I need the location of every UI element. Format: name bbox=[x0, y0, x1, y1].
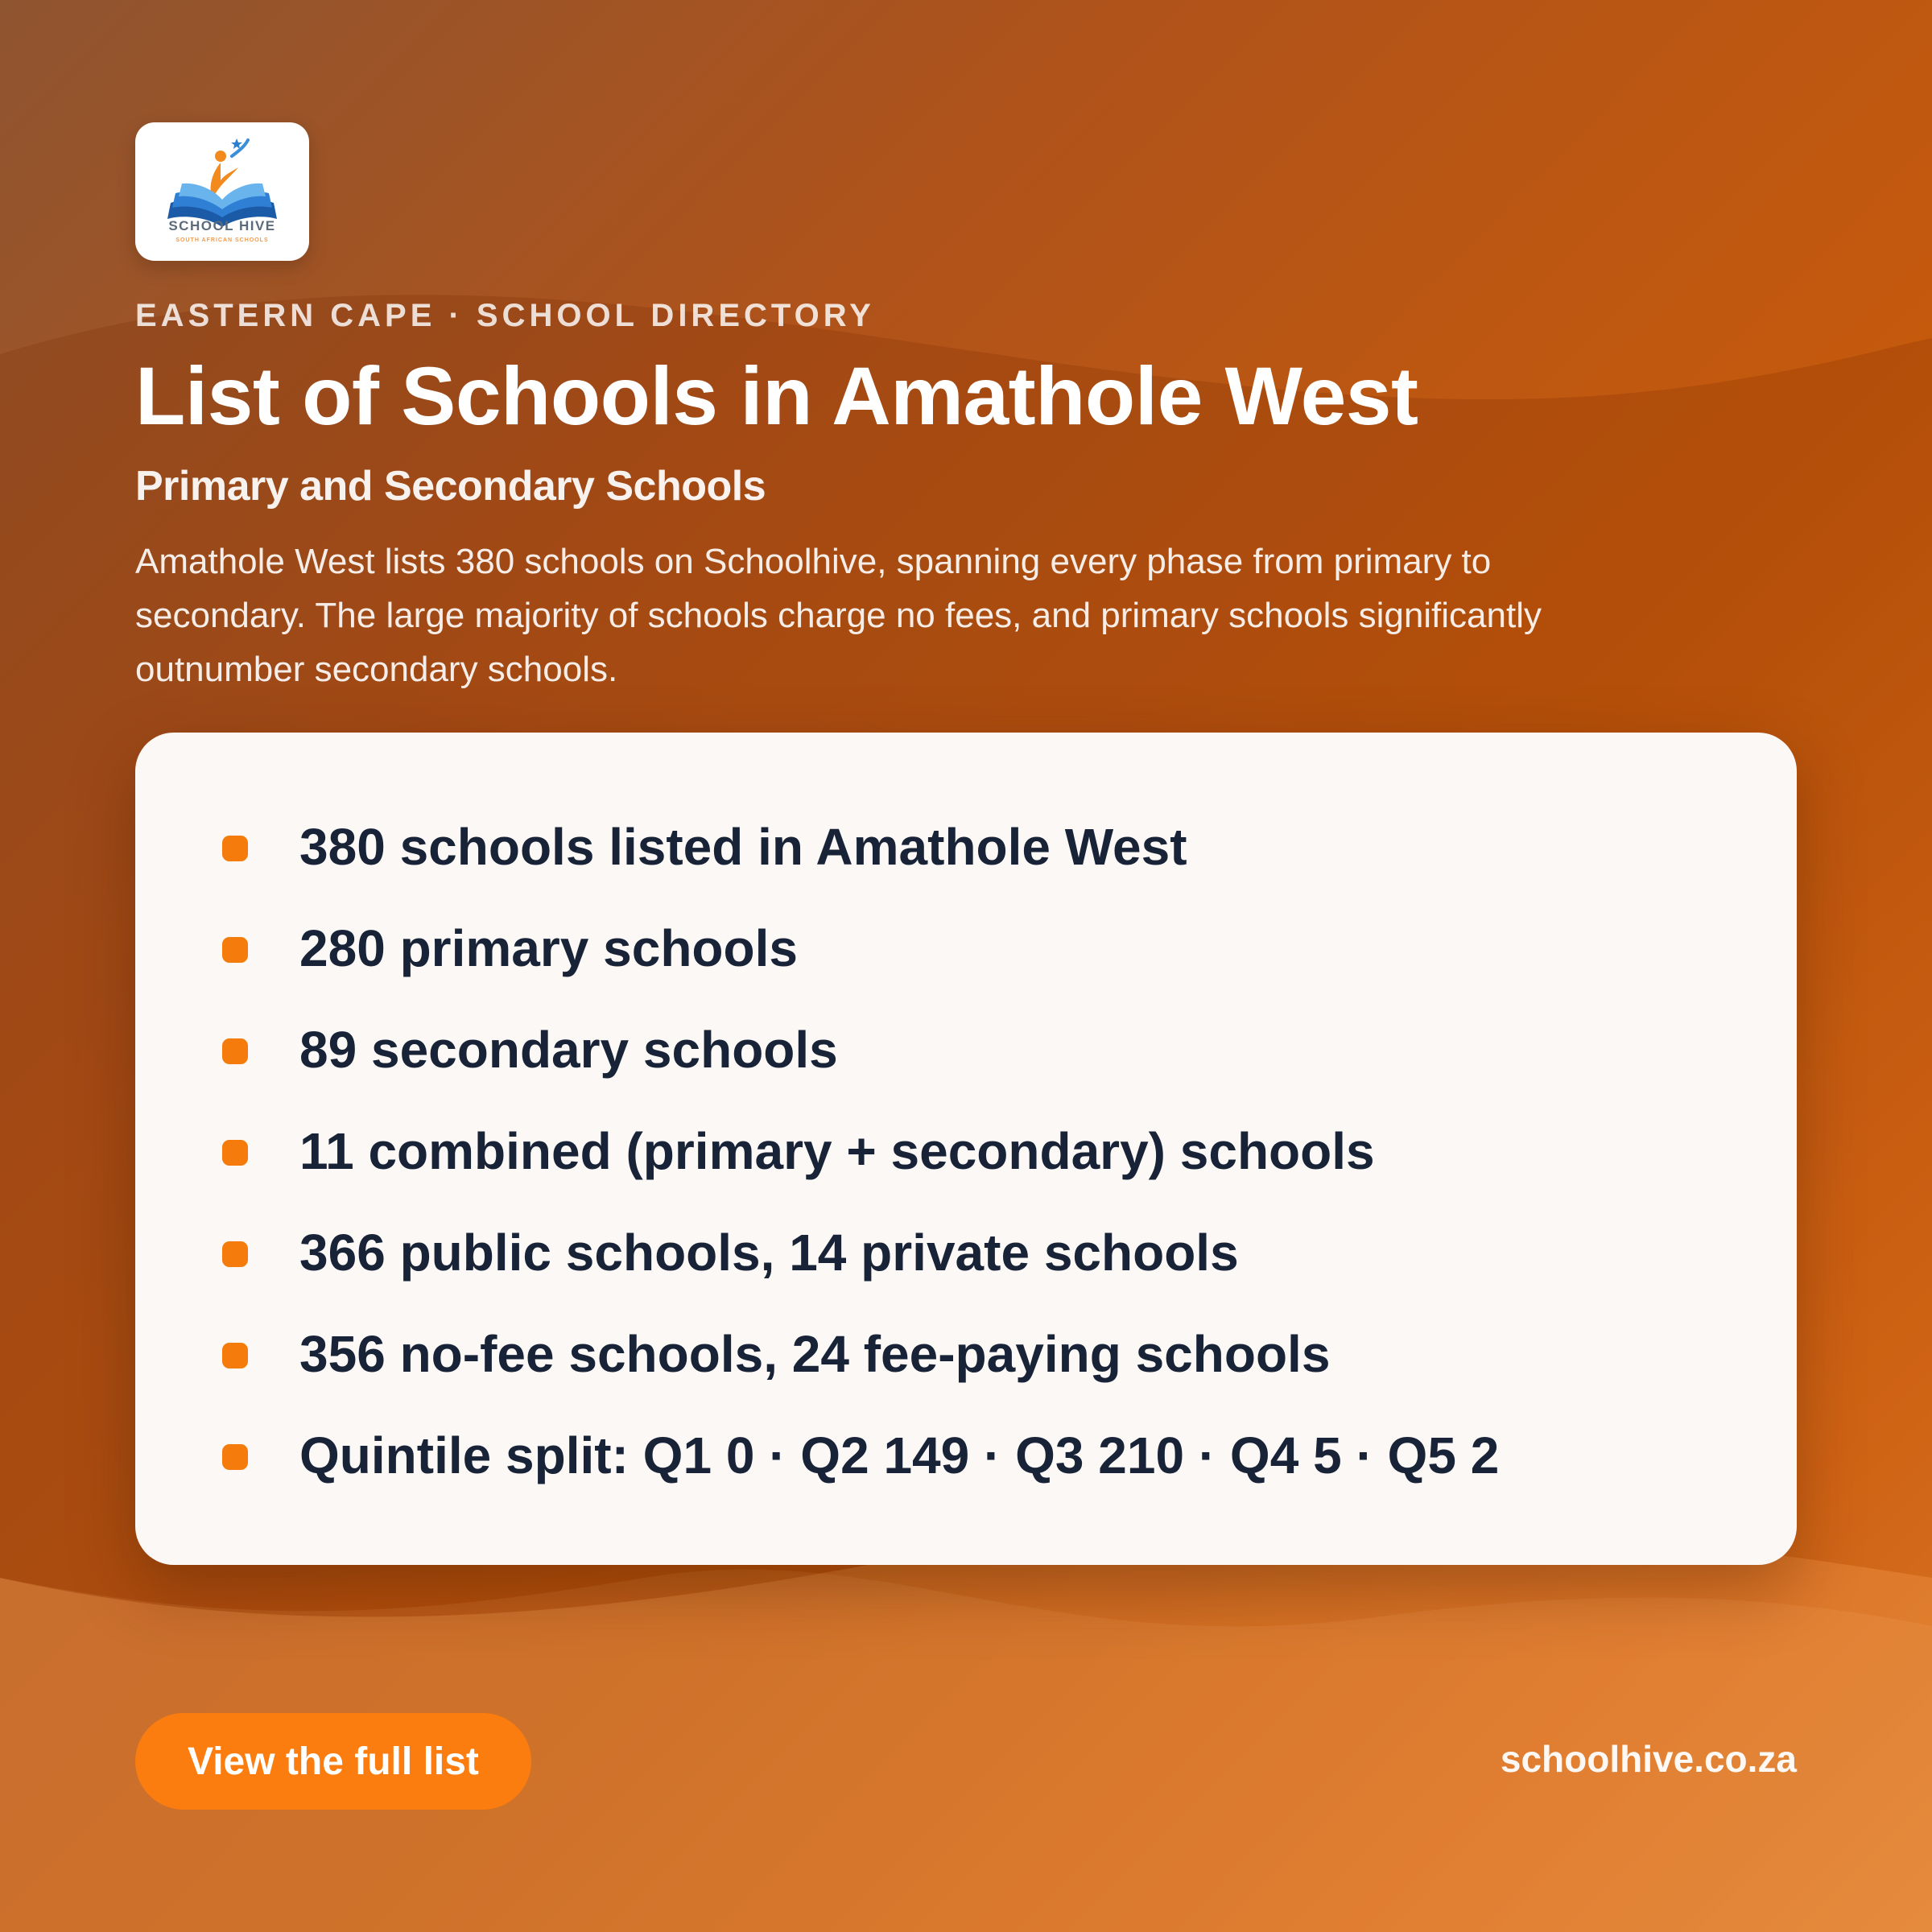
bullet-icon bbox=[222, 836, 248, 861]
bullet-icon bbox=[222, 937, 248, 963]
view-full-list-button[interactable]: View the full list bbox=[135, 1713, 531, 1810]
bullet-icon bbox=[222, 1038, 248, 1064]
stat-text: 356 no-fee schools, 24 fee-paying schools bbox=[299, 1325, 1331, 1383]
bullet-icon bbox=[222, 1343, 248, 1368]
stat-item-secondary bbox=[222, 1011, 1752, 1113]
stat-item-public-private bbox=[222, 1214, 1752, 1315]
stat-item-quintile bbox=[222, 1417, 1752, 1518]
logo-wordmark: SCHOOL HIVE bbox=[168, 218, 276, 233]
stat-item-primary bbox=[222, 910, 1752, 1011]
bullet-icon bbox=[222, 1444, 248, 1470]
stats-list bbox=[222, 808, 1752, 1518]
stat-text: 380 schools listed in Amathole West bbox=[299, 818, 1187, 876]
page-description: Amathole West lists 380 schools on Schoolhive, spanning every phase from primary to secondary. The large majority of schools charge no fees, and primary schools significantly outnumber secondary schools. bbox=[135, 542, 1542, 689]
stat-text: 366 public schools, 14 private schools bbox=[299, 1224, 1239, 1282]
stats-card bbox=[135, 733, 1797, 1565]
stat-item-combined bbox=[222, 1113, 1752, 1214]
stat-text: 11 combined (primary + secondary) schools bbox=[299, 1122, 1375, 1180]
page-subtitle: Primary and Secondary Schools bbox=[135, 463, 766, 510]
bullet-icon bbox=[222, 1241, 248, 1267]
stat-item-total bbox=[222, 808, 1752, 910]
logo-tagline: SOUTH AFRICAN SCHOOLS bbox=[175, 237, 269, 243]
bullet-icon bbox=[222, 1140, 248, 1166]
stat-text: Quintile split: Q1 0 · Q2 149 · Q3 210 · Q4 5 · Q5 2 bbox=[299, 1426, 1500, 1484]
logo-tile[interactable] bbox=[135, 122, 309, 261]
stat-text: 280 primary schools bbox=[299, 919, 798, 977]
stat-item-fees bbox=[222, 1315, 1752, 1417]
eyebrow-label: EASTERN CAPE · SCHOOL DIRECTORY bbox=[135, 298, 875, 333]
site-url-link[interactable]: schoolhive.co.za bbox=[1500, 1738, 1797, 1780]
open-book-logo-icon bbox=[135, 122, 309, 261]
stat-text: 89 secondary schools bbox=[299, 1021, 838, 1079]
page-title: List of Schools in Amathole West bbox=[135, 350, 1418, 442]
